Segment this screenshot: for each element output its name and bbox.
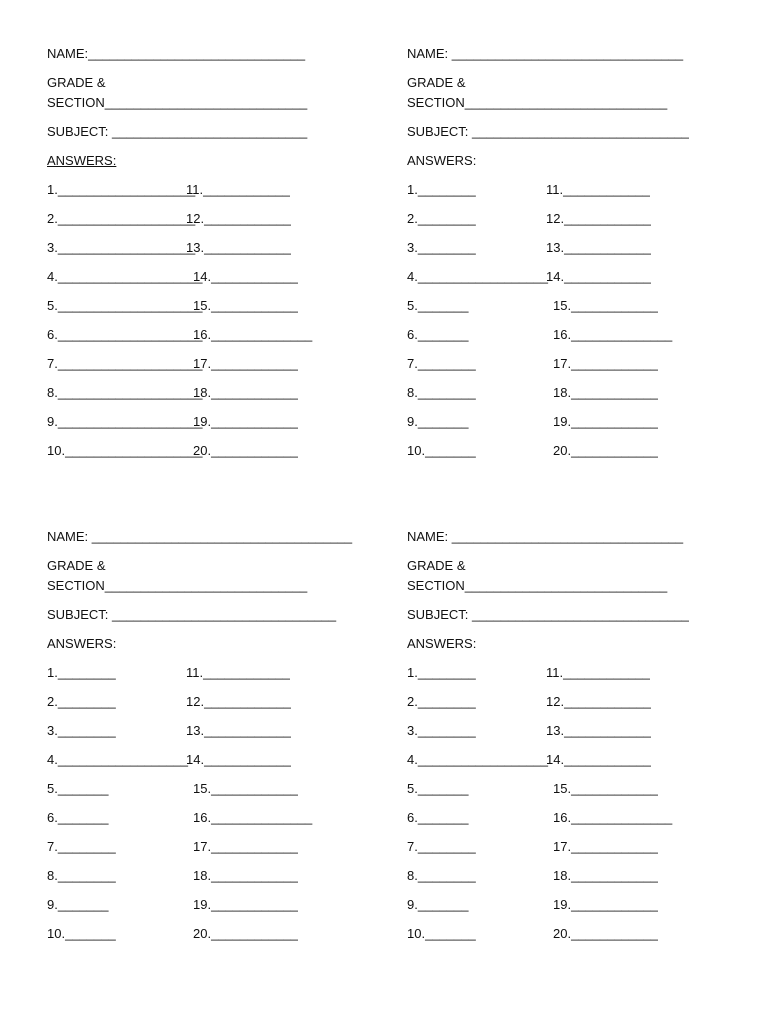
answer-blank-11[interactable]: 11.____________ (546, 182, 650, 197)
answer-blank-12[interactable]: 12.____________ (186, 211, 291, 226)
answer-sheet-bottom-left (47, 527, 387, 944)
answer-row (407, 779, 747, 799)
subject-label: SUBJECT: (47, 607, 113, 622)
answer-row (47, 238, 387, 258)
answer-blank-8[interactable]: 8.____________________ (47, 385, 203, 400)
answer-blank-19[interactable]: 19.____________ (193, 897, 298, 912)
answer-blank-1[interactable]: 1.________ (47, 665, 116, 680)
subject-label: SUBJECT: (407, 124, 473, 139)
answer-blank-2[interactable]: 2.___________________ (47, 211, 196, 226)
subject-field[interactable] (407, 605, 747, 625)
answer-row (47, 866, 387, 886)
grade-label: GRADE & (47, 75, 106, 90)
answer-blank-16[interactable]: 16.______________ (553, 327, 673, 342)
answer-blank-8[interactable]: 8.________ (407, 868, 476, 883)
answer-blank-19[interactable]: 19.____________ (553, 414, 658, 429)
answer-blank-19[interactable]: 19.____________ (193, 414, 298, 429)
answer-blank-8[interactable]: 8.________ (47, 868, 116, 883)
answer-row (407, 837, 747, 857)
answer-blank-8[interactable]: 8.________ (407, 385, 476, 400)
answer-blank-7[interactable]: 7.________ (47, 839, 116, 854)
answer-row (47, 209, 387, 229)
answer-blank-16[interactable]: 16.______________ (193, 327, 313, 342)
answer-row (47, 779, 387, 799)
answer-sheet-top-right (407, 44, 747, 461)
answer-blank-20[interactable]: 20.____________ (553, 926, 658, 941)
section-field[interactable]: SECTION____________________________ (47, 578, 308, 593)
answer-blank-19[interactable]: 19.____________ (553, 897, 658, 912)
answer-sheet-bottom-right (407, 527, 747, 944)
answer-blank-13[interactable]: 13.____________ (186, 240, 291, 255)
answer-blank-20[interactable]: 20.____________ (193, 926, 298, 941)
answer-blank-6[interactable]: 6._______ (47, 810, 109, 825)
answer-row (407, 180, 747, 200)
answer-blank-4[interactable]: 4.__________________ (407, 269, 548, 284)
answer-row (407, 721, 747, 741)
section-field[interactable]: SECTION____________________________ (407, 578, 668, 593)
answer-row (47, 354, 387, 374)
answer-blank-3[interactable]: 3.________ (407, 723, 476, 738)
answer-blank-13[interactable]: 13.____________ (546, 723, 651, 738)
answer-blank-1[interactable]: 1.________ (407, 665, 476, 680)
answer-blank-10[interactable]: 10.___________________ (47, 443, 203, 458)
answer-blank-16[interactable]: 16.______________ (193, 810, 313, 825)
answer-blank-15[interactable]: 15.____________ (193, 298, 298, 313)
answer-blank-1[interactable]: 1.________ (407, 182, 476, 197)
answer-blank-11[interactable]: 11.____________ (186, 182, 290, 197)
answer-blank-4[interactable]: 4.____________________ (47, 269, 203, 284)
subject-label: SUBJECT: (47, 124, 113, 139)
answer-blank-18[interactable]: 18.____________ (553, 868, 658, 883)
answer-row (47, 325, 387, 345)
answer-blank-9[interactable]: 9._______ (407, 414, 469, 429)
answer-row (47, 924, 387, 944)
answer-blank-9[interactable]: 9._______ (407, 897, 469, 912)
answer-blank-13[interactable]: 13.____________ (186, 723, 291, 738)
subject-field[interactable] (407, 122, 747, 142)
answer-blank-2[interactable]: 2.________ (47, 694, 116, 709)
answer-blank-5[interactable]: 5._______ (407, 298, 469, 313)
answer-blank-18[interactable]: 18.____________ (193, 868, 298, 883)
answer-blank-3[interactable]: 3.________ (407, 240, 476, 255)
grade-label: GRADE & (407, 558, 466, 573)
section-field[interactable]: SECTION____________________________ (407, 95, 668, 110)
answer-blank-10[interactable]: 10._______ (407, 443, 476, 458)
answer-blank-14[interactable]: 14.____________ (546, 752, 651, 767)
answer-row (407, 296, 747, 316)
answer-blank-1[interactable]: 1.___________________ (47, 182, 196, 197)
answers-label: ANSWERS: (407, 153, 477, 168)
answer-row (407, 209, 747, 229)
answer-row (407, 383, 747, 403)
answer-blank-9[interactable]: 9.____________________ (47, 414, 203, 429)
subject-blank[interactable]: ___________________________ (112, 124, 308, 139)
answer-row (407, 924, 747, 944)
answer-blank-17[interactable]: 17.____________ (193, 356, 298, 371)
answer-blank-11[interactable]: 11.____________ (546, 665, 650, 680)
answer-row (47, 692, 387, 712)
answer-blank-5[interactable]: 5._______ (47, 781, 109, 796)
answer-row (407, 750, 747, 770)
answer-row (407, 866, 747, 886)
answer-blank-14[interactable]: 14.____________ (546, 269, 651, 284)
answer-row (47, 750, 387, 770)
answer-blank-15[interactable]: 15.____________ (193, 781, 298, 796)
answer-blank-3[interactable]: 3.________ (47, 723, 116, 738)
answer-blank-6[interactable]: 6._______ (407, 327, 469, 342)
answer-blank-12[interactable]: 12.____________ (186, 694, 291, 709)
answer-row (407, 692, 747, 712)
name-field[interactable]: NAME: ____________________________________ (47, 529, 353, 544)
answer-blank-2[interactable]: 2.________ (407, 694, 476, 709)
answer-blank-2[interactable]: 2.________ (407, 211, 476, 226)
answer-blank-18[interactable]: 18.____________ (193, 385, 298, 400)
answer-row (47, 267, 387, 287)
subject-label: SUBJECT: (407, 607, 473, 622)
section-field[interactable]: SECTION____________________________ (47, 95, 308, 110)
answer-row (47, 721, 387, 741)
answer-blank-14[interactable]: 14.____________ (193, 269, 298, 284)
answer-blank-4[interactable]: 4.__________________ (407, 752, 548, 767)
answer-blank-3[interactable]: 3.___________________ (47, 240, 196, 255)
subject-blank[interactable]: ______________________________ (472, 124, 689, 139)
answer-blank-20[interactable]: 20.____________ (193, 443, 298, 458)
answers-label: ANSWERS: (47, 153, 117, 168)
answer-row (407, 354, 747, 374)
answer-blank-12[interactable]: 12.____________ (546, 211, 651, 226)
answer-row (47, 412, 387, 432)
answer-blank-7[interactable]: 7.________ (407, 839, 476, 854)
answer-blank-13[interactable]: 13.____________ (546, 240, 651, 255)
answer-row (47, 663, 387, 683)
grade-label: GRADE & (47, 558, 106, 573)
subject-field[interactable] (47, 605, 387, 625)
name-field[interactable]: NAME: ________________________________ (407, 46, 684, 61)
answer-blank-11[interactable]: 11.____________ (186, 665, 290, 680)
answer-blank-12[interactable]: 12.____________ (546, 694, 651, 709)
name-field[interactable]: NAME:______________________________ (47, 46, 306, 61)
answers-label: ANSWERS: (47, 636, 117, 651)
answer-blank-5[interactable]: 5.____________________ (47, 298, 203, 313)
answer-row (47, 895, 387, 915)
answer-sheet-top-left (47, 44, 387, 461)
answer-blank-6[interactable]: 6._______ (407, 810, 469, 825)
answers-label: ANSWERS: (407, 636, 477, 651)
answer-row (47, 180, 387, 200)
answer-blank-7[interactable]: 7.________ (407, 356, 476, 371)
answer-row (47, 441, 387, 461)
name-field[interactable]: NAME: ________________________________ (407, 529, 684, 544)
answer-blank-9[interactable]: 9._______ (47, 897, 109, 912)
answer-blank-5[interactable]: 5._______ (407, 781, 469, 796)
answer-blank-16[interactable]: 16.______________ (553, 810, 673, 825)
answer-blank-10[interactable]: 10._______ (407, 926, 476, 941)
answer-row (47, 808, 387, 828)
answer-row (47, 837, 387, 857)
subject-field[interactable] (47, 122, 387, 142)
answer-blank-15[interactable]: 15.____________ (553, 781, 658, 796)
answer-blank-18[interactable]: 18.____________ (553, 385, 658, 400)
answer-row (407, 895, 747, 915)
answer-row (407, 808, 747, 828)
answer-row (407, 441, 747, 461)
subject-blank[interactable]: _______________________________ (112, 607, 337, 622)
answer-blank-7[interactable]: 7.____________________ (47, 356, 203, 371)
answer-row (407, 412, 747, 432)
answer-blank-20[interactable]: 20.____________ (553, 443, 658, 458)
answer-blank-14[interactable]: 14.____________ (186, 752, 291, 767)
answer-blank-17[interactable]: 17.____________ (553, 356, 658, 371)
grade-label: GRADE & (407, 75, 466, 90)
answer-blank-15[interactable]: 15.____________ (553, 298, 658, 313)
subject-blank[interactable]: ______________________________ (472, 607, 689, 622)
answer-row (47, 383, 387, 403)
answer-blank-10[interactable]: 10._______ (47, 926, 116, 941)
answer-blank-17[interactable]: 17.____________ (553, 839, 658, 854)
answer-row (407, 325, 747, 345)
answer-blank-17[interactable]: 17.____________ (193, 839, 298, 854)
answer-row (47, 296, 387, 316)
answer-row (407, 267, 747, 287)
answer-blank-4[interactable]: 4.__________________ (47, 752, 188, 767)
answer-blank-6[interactable]: 6.____________________ (47, 327, 203, 342)
answer-row (407, 663, 747, 683)
answer-row (407, 238, 747, 258)
